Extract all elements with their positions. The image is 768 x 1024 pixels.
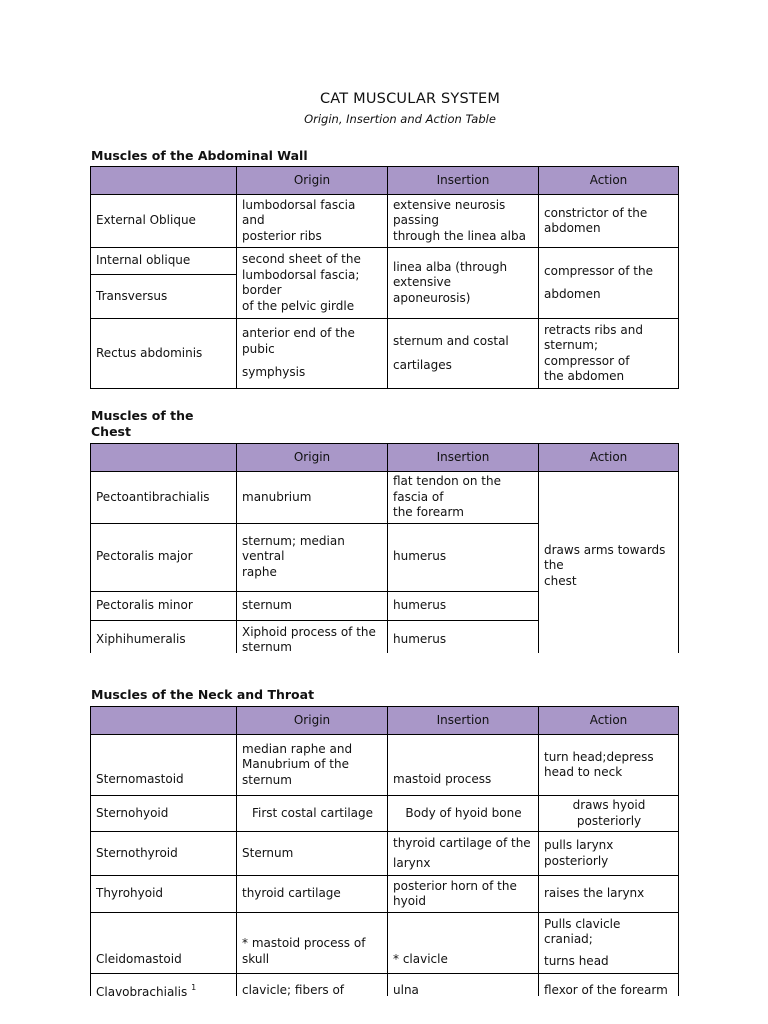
section-heading-chest: Muscles of the Chest	[91, 408, 194, 439]
section-heading-neck: Muscles of the Neck and Throat	[91, 687, 315, 702]
section-heading-abdominal: Muscles of the Abdominal Wall	[91, 148, 308, 163]
origin-cell: Sternum	[237, 832, 388, 876]
muscle-name: Transversus	[91, 275, 237, 319]
action-cell: compressor of the abdomen	[539, 248, 679, 319]
table-row	[91, 319, 679, 389]
origin-cell: sternum; median ventral raphe	[237, 523, 388, 591]
insertion-cell: flat tendon on the fascia of the forearm	[388, 472, 539, 524]
header-insertion: Insertion	[388, 707, 539, 735]
table-row	[91, 913, 679, 974]
table-header-row	[91, 707, 679, 735]
muscle-name: Xiphihumeralis	[91, 620, 237, 653]
table-row	[91, 974, 679, 997]
insertion-cell: Body of hyoid bone	[388, 796, 539, 832]
muscle-name: Sternothyroid	[91, 832, 237, 876]
neck-table-clip	[88, 706, 684, 996]
header-action: Action	[539, 444, 679, 472]
muscle-name: External Oblique	[91, 195, 237, 248]
origin-cell: clavicle; fibers of	[237, 974, 388, 997]
action-cell: draws hyoid posteriorly	[539, 796, 679, 832]
header-muscle	[91, 444, 237, 472]
insertion-cell: humerus	[388, 591, 539, 620]
origin-cell: anterior end of the pubic symphysis	[237, 319, 388, 389]
table-row	[91, 248, 679, 275]
table-row	[91, 195, 679, 248]
insertion-cell: linea alba (through extensive aponeurosis)	[388, 248, 539, 319]
footnote-marker: 1	[191, 983, 197, 993]
insertion-cell: thyroid cartilage of the larynx	[388, 832, 539, 876]
muscle-name: Thyrohyoid	[91, 876, 237, 913]
muscle-name: Sternomastoid	[91, 735, 237, 796]
action-cell: pulls larynx posteriorly	[539, 832, 679, 876]
origin-cell: thyroid cartilage	[237, 876, 388, 913]
action-cell: retracts ribs and sternum; compressor of the abdomen	[539, 319, 679, 389]
header-action: Action	[539, 707, 679, 735]
origin-cell: * mastoid process of skull	[237, 913, 388, 974]
header-origin: Origin	[237, 707, 388, 735]
abdominal-muscles-table	[90, 166, 679, 389]
chest-muscles-table	[90, 443, 679, 653]
origin-cell: First costal cartilage	[237, 796, 388, 832]
table-header-row	[91, 167, 679, 195]
insertion-cell: sternum and costal cartilages	[388, 319, 539, 389]
muscle-name: Sternohyoid	[91, 796, 237, 832]
origin-cell: second sheet of the lumbodorsal fascia; border of the pelvic girdle	[237, 248, 388, 319]
table-row	[91, 472, 679, 524]
table-row	[91, 832, 679, 876]
header-insertion: Insertion	[388, 167, 539, 195]
table-row	[91, 876, 679, 913]
action-cell: turn head;depress head to neck	[539, 735, 679, 796]
document-title: CAT MUSCULAR SYSTEM	[319, 91, 501, 107]
table-row	[91, 796, 679, 832]
muscle-name: Pectoralis major	[91, 523, 237, 591]
action-cell: constrictor of the abdomen	[539, 195, 679, 248]
chest-table-clip	[88, 443, 684, 653]
header-origin: Origin	[237, 444, 388, 472]
insertion-cell: posterior horn of the hyoid	[388, 876, 539, 913]
document-subtitle: Origin, Insertion and Action Table	[304, 112, 496, 126]
origin-cell: lumbodorsal fascia and posterior ribs	[237, 195, 388, 248]
action-cell: raises the larynx	[539, 876, 679, 913]
muscle-name: Pectoralis minor	[91, 591, 237, 620]
insertion-cell: mastoid process	[388, 735, 539, 796]
muscle-name: Pectoantibrachialis	[91, 472, 237, 524]
shared-action-cell: draws arms towards the chest	[539, 472, 679, 654]
muscle-name: Clavobrachialis	[96, 985, 188, 996]
origin-cell: manubrium	[237, 472, 388, 524]
neck-muscles-table	[90, 706, 679, 996]
insertion-cell: ulna	[388, 974, 539, 997]
insertion-cell: humerus	[388, 523, 539, 591]
insertion-cell: * clavicle	[388, 913, 539, 974]
header-origin: Origin	[237, 167, 388, 195]
insertion-cell: extensive neurosis passing through the linea alba	[388, 195, 539, 248]
origin-cell: Xiphoid process of the sternum	[237, 620, 388, 653]
table-row	[91, 735, 679, 796]
muscle-name-cell	[91, 974, 237, 997]
muscle-name: Internal oblique	[91, 248, 237, 275]
insertion-cell: humerus	[388, 620, 539, 653]
header-muscle	[91, 707, 237, 735]
table-header-row	[91, 444, 679, 472]
muscle-name: Cleidomastoid	[91, 913, 237, 974]
action-cell: Pulls clavicle craniad; turns head	[539, 913, 679, 974]
header-insertion: Insertion	[388, 444, 539, 472]
origin-cell: median raphe and Manubrium of the sternum	[237, 735, 388, 796]
header-action: Action	[539, 167, 679, 195]
muscle-name: Rectus abdominis	[91, 319, 237, 389]
header-muscle	[91, 167, 237, 195]
action-cell: flexor of the forearm	[539, 974, 679, 997]
origin-cell: sternum	[237, 591, 388, 620]
